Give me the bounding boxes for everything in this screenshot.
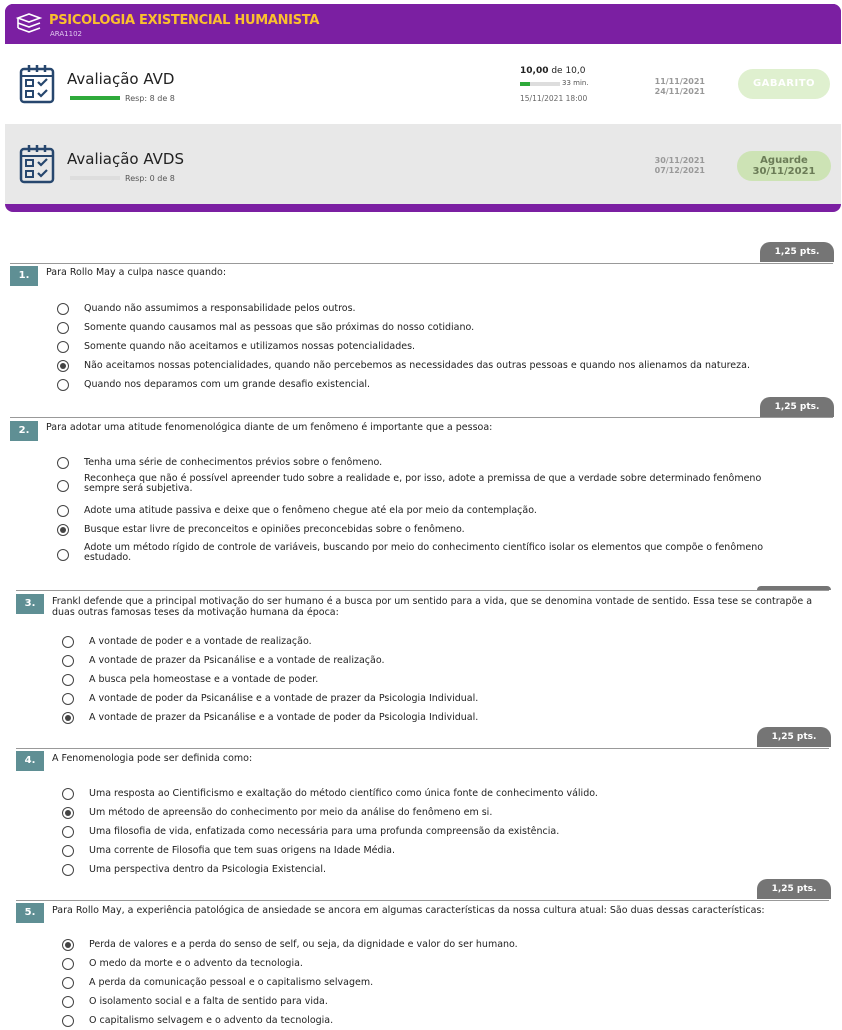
responses-progress-bar <box>70 176 120 180</box>
course-title: PSICOLOGIA EXISTENCIAL HUMANISTA <box>49 13 320 28</box>
question-points: 1,25 pts. <box>760 242 834 262</box>
gabarito-button[interactable]: GABARITO <box>738 69 830 99</box>
answer-radio[interactable] <box>62 996 74 1008</box>
aguarde-date: 30/11/2021 <box>752 166 816 177</box>
answer-option-text[interactable]: Busque estar livre de preconceitos e opiniões preconcebidas sobre o fenômeno. <box>84 524 465 535</box>
answer-option-text[interactable]: Quando nos deparamos com um grande desafio existencial. <box>84 379 371 390</box>
books-icon <box>15 12 43 36</box>
answer-radio[interactable] <box>62 845 74 857</box>
question-divider <box>16 748 829 749</box>
responses-count: Resp: 8 de 8 <box>125 94 175 103</box>
answer-radio[interactable] <box>57 360 69 372</box>
course-code: ARA1102 <box>50 30 82 38</box>
answer-option-text[interactable]: Somente quando não aceitamos e utilizamos nossas potencialidades. <box>84 341 416 352</box>
course-card <box>5 4 841 212</box>
question-text: A Fenomenologia pode ser definida como: <box>52 753 253 764</box>
date-start: 11/11/2021 <box>654 77 705 86</box>
answer-option-text[interactable]: Reconheça que não é possível apreender tudo sobre a realidade e, por isso, adote a premissa de que a verdade sobre determinado fenômeno sempre será subjetiva. <box>84 473 762 494</box>
evaluation-name: Avaliação AVD <box>67 70 175 88</box>
answer-radio[interactable] <box>57 322 69 334</box>
aguarde-label: Aguarde <box>760 155 808 166</box>
answer-radio[interactable] <box>57 457 69 469</box>
question-divider <box>10 417 833 418</box>
answer-option-text[interactable]: A perda da comunicação pessoal e o capitalismo selvagem. <box>89 977 374 988</box>
answer-option-text[interactable]: Não aceitamos nossas potencialidades, quando não percebemos as necessidades das outras pessoas e quando nos alienamos da natureza. <box>84 360 750 371</box>
question-number: 1. <box>10 266 38 286</box>
evaluation-dates <box>625 77 705 97</box>
answer-radio[interactable] <box>57 524 69 536</box>
answer-option-text[interactable]: Uma perspectiva dentro da Psicologia Existencial. <box>89 864 327 875</box>
question-number: 5. <box>16 903 44 923</box>
answer-radio[interactable] <box>57 303 69 315</box>
answer-radio[interactable] <box>57 480 69 492</box>
answer-option-text[interactable]: A vontade de prazer da Psicanálise e a vontade de poder da Psicologia Individual. <box>89 712 479 723</box>
evaluation-dates <box>625 156 705 176</box>
answer-radio[interactable] <box>57 379 69 391</box>
answer-radio[interactable] <box>62 1015 74 1027</box>
time-fill <box>520 82 530 86</box>
time-spent: 33 min. <box>562 79 589 87</box>
answer-option-text[interactable]: Tenha uma série de conhecimentos prévios sobre o fenômeno. <box>84 457 383 468</box>
progress-fill <box>70 96 120 100</box>
question-points: 1,25 pts. <box>757 879 831 899</box>
answer-option-text[interactable]: O medo da morte e o advento da tecnologia. <box>89 958 303 969</box>
answer-radio[interactable] <box>62 826 74 838</box>
answer-option-text[interactable]: Uma resposta ao Cientificismo e exaltação do método científico como única fonte de conhecimento válido. <box>89 788 598 799</box>
date-end: 07/12/2021 <box>654 166 705 175</box>
evaluation-row-avds[interactable] <box>5 124 841 204</box>
date-end: 24/11/2021 <box>654 87 705 96</box>
answer-option-text[interactable]: Adote uma atitude passiva e deixe que o fenômeno chegue até ela por meio da contemplação. <box>84 505 537 516</box>
score-max: de 10,0 <box>551 66 586 76</box>
question-divider <box>16 900 829 901</box>
answer-radio[interactable] <box>57 549 69 561</box>
due-date: 15/11/2021 18:00 <box>520 94 588 103</box>
answer-radio[interactable] <box>57 505 69 517</box>
question-text: Frankl defende que a principal motivação do ser humano é a busca por um sentido para a vida, que se denomina vontade de sentido. Essa tese se contrapõe a duas outras famosas teses da motivação humana da época: <box>52 596 813 618</box>
answer-option-text[interactable]: Um método de apreensão do conhecimento por meio da análise do fenômeno em si. <box>89 807 493 818</box>
responses-count: Resp: 0 de 8 <box>125 174 175 183</box>
answer-radio[interactable] <box>62 958 74 970</box>
score <box>520 66 586 76</box>
answer-radio[interactable] <box>62 788 74 800</box>
aguarde-button[interactable] <box>737 151 831 181</box>
answer-radio[interactable] <box>62 939 74 951</box>
question-points: 1,25 pts. <box>757 727 831 747</box>
answer-radio[interactable] <box>62 674 74 686</box>
calendar-checklist-icon <box>19 64 55 104</box>
answer-option-text[interactable]: A busca pela homeostase e a vontade de poder. <box>89 674 319 685</box>
answer-radio[interactable] <box>62 712 74 724</box>
answer-option-text[interactable]: Uma corrente de Filosofia que tem suas origens na Idade Média. <box>89 845 396 856</box>
answer-radio[interactable] <box>62 864 74 876</box>
answer-option-text[interactable]: Uma filosofia de vida, enfatizada como necessária para uma profunda compreensão da existência. <box>89 826 560 837</box>
answer-radio[interactable] <box>62 977 74 989</box>
answer-option-text[interactable]: Quando não assumimos a responsabilidade pelos outros. <box>84 303 356 314</box>
score-value: 10,00 <box>520 66 549 76</box>
question-number: 2. <box>10 421 38 441</box>
question-divider <box>10 263 833 264</box>
time-progress-bar <box>520 82 560 86</box>
answer-radio[interactable] <box>62 655 74 667</box>
answer-option-text[interactable]: Perda de valores e a perda do senso de self, ou seja, da dignidade e valor do ser humano. <box>89 939 518 950</box>
answer-radio[interactable] <box>62 636 74 648</box>
answer-option-text[interactable]: O capitalismo selvagem e o advento da tecnologia. <box>89 1015 334 1026</box>
answer-option-text[interactable]: O isolamento social e a falta de sentido para vida. <box>89 996 328 1007</box>
answer-radio[interactable] <box>62 807 74 819</box>
evaluation-row-avd[interactable] <box>5 44 841 124</box>
answer-option-text[interactable]: Somente quando causamos mal as pessoas que são próximas do nosso cotidiano. <box>84 322 475 333</box>
date-start: 30/11/2021 <box>654 156 705 165</box>
question-text: Para Rollo May a culpa nasce quando: <box>46 267 227 278</box>
course-header <box>5 4 841 44</box>
answer-option-text[interactable]: A vontade de poder da Psicanálise e a vontade de prazer da Psicologia Individual. <box>89 693 479 704</box>
question-text: Para Rollo May, a experiência patológica de ansiedade se ancora em algumas características da nossa cultura atual: São duas dessas características: <box>52 905 765 916</box>
question-text: Para adotar uma atitude fenomenológica diante de um fenômeno é importante que a pessoa: <box>46 422 493 433</box>
question-divider <box>16 590 829 591</box>
answer-option-text[interactable]: A vontade de prazer da Psicanálise e a vontade de realização. <box>89 655 385 666</box>
answer-radio[interactable] <box>62 693 74 705</box>
evaluation-name: Avaliação AVDS <box>67 150 184 168</box>
answer-option-text[interactable]: Adote um método rígido de controle de variáveis, buscando por meio do conhecimento científico isolar os elementos que compõe o fenômeno estudado. <box>84 542 764 563</box>
responses-progress-bar <box>70 96 120 100</box>
answer-radio[interactable] <box>57 341 69 353</box>
calendar-checklist-icon <box>19 144 55 184</box>
question-number: 3. <box>16 594 44 614</box>
question-number: 4. <box>16 751 44 771</box>
question-points: 1,25 pts. <box>760 397 834 417</box>
answer-option-text[interactable]: A vontade de poder e a vontade de realização. <box>89 636 312 647</box>
